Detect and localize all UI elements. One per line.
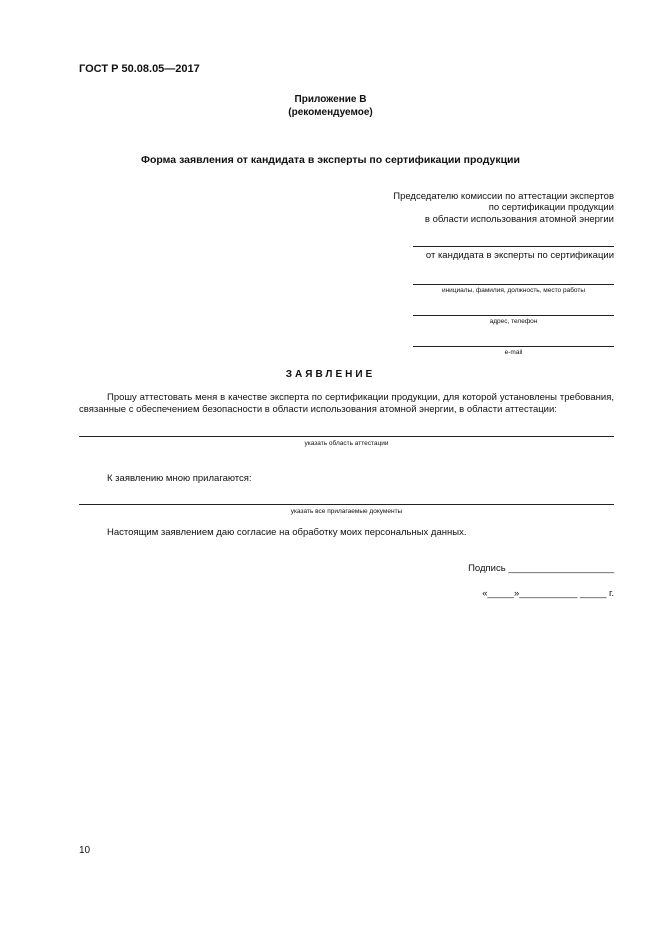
name-field-line	[413, 284, 614, 285]
statement-heading: ЗАЯВЛЕНИЕ	[285, 369, 376, 380]
area-hint: указать область аттестации	[304, 440, 389, 447]
area-field-line	[79, 436, 614, 437]
documents-field-line	[79, 504, 614, 505]
name-hint: инициалы, фамилия, должность, место работы	[441, 287, 586, 294]
email-hint: e-mail	[504, 349, 523, 356]
appendix-status: (рекомендуемое)	[288, 107, 373, 118]
appendix-label: Приложение В	[294, 94, 367, 105]
addressee-line-2: по сертификации продукции	[488, 202, 614, 213]
addressee-line-3: в области использования атомной энергии	[424, 214, 614, 225]
address-hint: адрес, телефон	[489, 318, 538, 325]
documents-hint: указать все прилагаемые документы	[290, 508, 403, 515]
form-title: Форма заявления от кандидата в эксперты по сертификации продукции	[141, 154, 520, 166]
from-label: от кандидата в эксперты по сертификации	[425, 250, 614, 261]
page-number: 10	[79, 845, 91, 856]
blank-line-addressee	[413, 246, 614, 247]
request-paragraph: Прошу аттестовать меня в качестве эксперта по сертификации продукции, для которой установлены требования, связанные с обеспечением безопасности в области использования атомной энергии, в области аттестации:	[79, 392, 614, 415]
attachments-paragraph: К заявлению мною прилагаются:	[107, 473, 252, 484]
signature-field: Подпись ____________________	[468, 563, 614, 574]
date-field: «_____»___________ _____ г.	[482, 588, 614, 599]
consent-paragraph: Настоящим заявлением даю согласие на обработку моих персональных данных.	[107, 527, 467, 538]
addressee-line-1: Председателю комиссии по аттестации экспертов	[393, 191, 614, 202]
address-field-line	[413, 315, 614, 316]
document-id: ГОСТ Р 50.08.05—2017	[79, 63, 200, 75]
email-field-line	[413, 346, 614, 347]
